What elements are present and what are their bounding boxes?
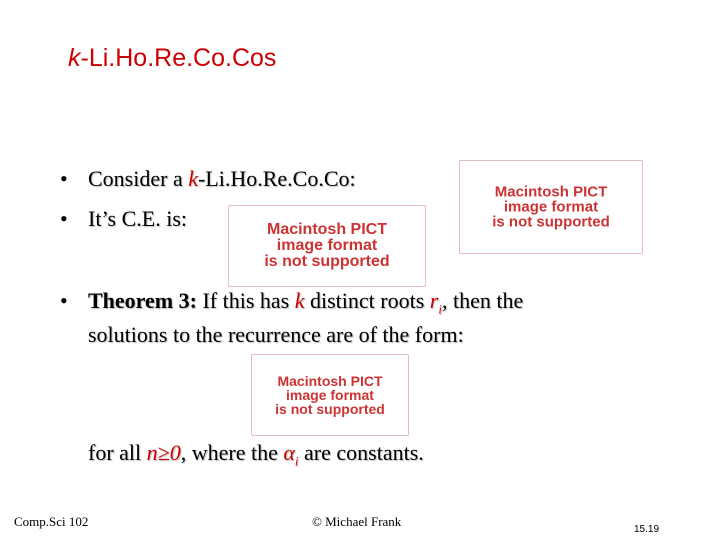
pict-line-3: is not supported [492,213,610,231]
bullet-theorem-line1 [88,288,523,317]
constants-alpha: $\alpha_i$ [283,440,299,469]
slide-title [68,44,276,73]
theorem-pre: If this has [196,288,295,313]
theorem-post: , then the [441,288,524,313]
title-rest: Li.Ho.Re.Co.Cos [88,44,277,72]
bullet-constants [88,440,424,469]
constants-post: are constants. [298,440,424,465]
constants-pre: for all [88,440,147,465]
theorem-k: k [294,288,305,313]
pict-line-2: image format [276,237,378,254]
footer-author: © Michael Frank [312,514,402,529]
page-number: 15.19 [634,524,660,535]
bullet-theorem-line2 [88,322,464,348]
constants-cond: n≥0 [146,440,181,465]
theorem-label: Theorem 3: [88,288,197,313]
bullet-ce-text: It’s C.E. is: [88,206,188,231]
pict-placeholder-image [251,354,409,436]
theorem-line2: solutions to the recurrence are of the form: [88,322,464,347]
bullet-dot-1: • [60,166,68,191]
pict-line-3: is not supported [275,401,385,417]
theorem-mid: distinct roots [304,288,430,313]
bullet-consider-pre: Consider a [88,166,189,191]
bullet-consider-post: -Li.Ho.Re.Co.Co: [197,166,356,191]
pict-line-2: image format [503,198,599,216]
title-hyphen: - [80,44,89,72]
footer-course: Comp.Sci 102 [14,514,89,529]
bullet-consider-k: k [188,166,198,191]
bullet-dot-3: • [60,288,68,313]
bullet-ce [88,206,187,232]
constants-mid: , where the [180,440,284,465]
pict-placeholder-image [459,160,643,254]
pict-line-1: Macintosh PICT [494,183,608,201]
pict-line-1: Macintosh PICT [266,221,387,238]
bullet-dot-2: • [60,206,68,231]
pict-line-1: Macintosh PICT [277,373,383,389]
bullet-consider [88,166,356,192]
pict-placeholder-image [228,205,426,287]
title-k: k [68,44,81,72]
pict-line-3: is not supported [264,253,390,270]
pict-line-2: image format [286,387,374,403]
theorem-r: $r_i$ [429,288,442,317]
